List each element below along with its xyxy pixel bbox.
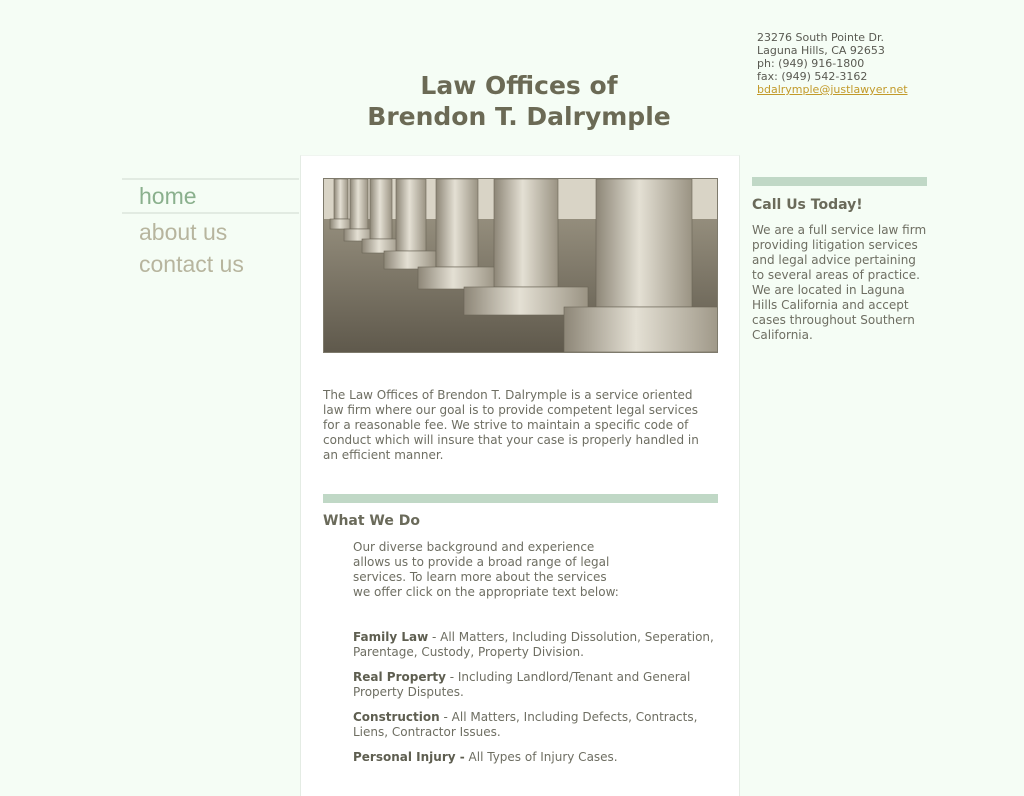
columns-hero-image (323, 178, 718, 353)
service-desc: - All Matters, Including Dissolution, Seperation, Parentage, Custody, Property Division. (353, 630, 714, 659)
sidebar-heading: Call Us Today! (752, 197, 863, 213)
service-real-property[interactable] (353, 670, 718, 700)
service-desc: - Including Landlord/Tenant and General Property Disputes. (353, 670, 691, 699)
what-we-do-intro: Our diverse background and experience allows us to provide a broad range of legal services. To learn more about the services we offer click on the appropriate text below: (353, 540, 619, 599)
address-city: Laguna Hills, CA 92653 (757, 44, 885, 57)
service-name[interactable]: Family Law (353, 630, 429, 644)
intro-paragraph: The Law Offices of Brendon T. Dalrymple is a service oriented law firm where our goal is to provide competent legal services for a reasonable fee. We strive to maintain a specific code of conduct which will insure that your case is properly handled in an efficient manner. (323, 388, 699, 462)
nav-item-home[interactable]: home (122, 178, 299, 214)
main-nav (122, 178, 299, 280)
service-desc: All Types of Injury Cases. (464, 750, 618, 764)
section-divider (323, 494, 718, 503)
service-name[interactable]: Personal Injury - (353, 750, 465, 764)
site-title (300, 70, 738, 132)
columns-photo (324, 179, 717, 352)
site-title-line2: Brendon T. Dalrymple (367, 102, 671, 131)
site-title-line1: Law Offices of (420, 71, 618, 100)
contact-address-block (757, 31, 908, 96)
address-street: 23276 South Pointe Dr. (757, 31, 885, 44)
service-name[interactable]: Construction (353, 710, 440, 724)
service-family-law[interactable] (353, 630, 718, 660)
main-content (300, 155, 740, 796)
address-phone: ph: (949) 916-1800 (757, 57, 865, 70)
service-desc: - All Matters, Including Defects, Contracts, Liens, Contractor Issues. (353, 710, 698, 739)
nav-item-contact-us[interactable]: contact us (139, 251, 244, 277)
service-construction[interactable] (353, 710, 718, 740)
address-fax: fax: (949) 542-3162 (757, 70, 868, 83)
service-personal-injury[interactable] (353, 750, 718, 765)
sidebar-divider (752, 177, 927, 186)
what-we-do-heading: What We Do (323, 513, 420, 529)
nav-item-about-us[interactable]: about us (139, 219, 228, 245)
email-link[interactable]: bdalrymple@justlawyer.net (757, 83, 908, 96)
service-name[interactable]: Real Property (353, 670, 446, 684)
sidebar-text: We are a full service law firm providing litigation services and legal advice pertaining to several areas of practice. We are located in Laguna Hills California and accept cases throughout Southern California. (752, 223, 927, 342)
